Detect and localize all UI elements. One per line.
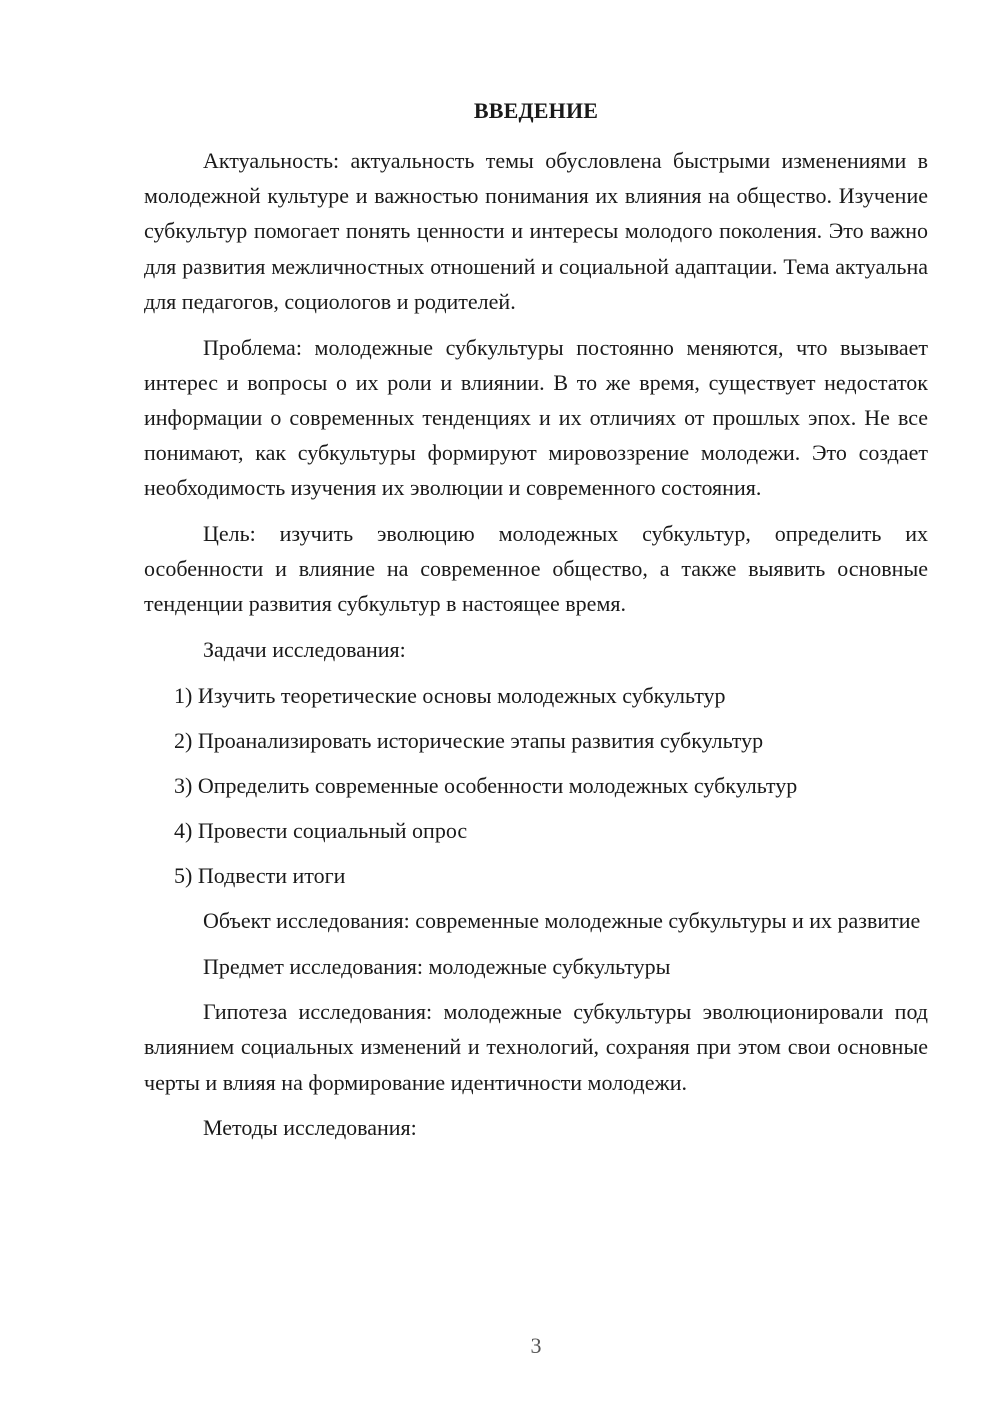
problem-paragraph: Проблема: молодежные субкультуры постоянно меняются, что вызывает интерес и вопросы о их роли и влиянии. В то же время, существует недостаток информации о современных тенденциях и их отличиях от прошлых эпох. Не все понимают, как субкультуры формируют мировоззрение молодежи. Это создает необходимость изучения их эволюции и современного состояния.: [144, 334, 928, 501]
task-item: 2) Проанализировать исторические этапы развития субкультур: [174, 727, 764, 753]
page-number: 3: [530, 1333, 542, 1358]
hypothesis-paragraph: Гипотеза исследования: молодежные субкультуры эволюционировали под влиянием социальных изменений и технологий, сохраняя при этом свои основные черты и влияя на формирование идентичности молодежи.: [144, 999, 928, 1095]
methods-heading: Методы исследования:: [203, 1115, 417, 1141]
task-item: 4) Провести социальный опрос: [174, 817, 468, 843]
goal-paragraph: Цель: изучить эволюцию молодежных субкультур, определить их особенности и влияние на современное общество, а также выявить основные тенденции развития субкультур в настоящее время.: [144, 521, 928, 617]
subject-paragraph: Предмет исследования: молодежные субкультуры: [203, 953, 671, 979]
tasks-heading: Задачи исследования:: [203, 637, 406, 663]
task-item: 1) Изучить теоретические основы молодежных субкультур: [174, 682, 726, 708]
page-content: [144, 94, 928, 1156]
tasks-list: [144, 678, 928, 893]
task-item: 5) Подвести итоги: [174, 862, 346, 888]
section-title: ВВЕДЕНИЕ: [473, 98, 599, 123]
object-paragraph: Объект исследования: современные молодежные субкультуры и их развитие: [203, 907, 921, 933]
relevance-paragraph: Актуальность: актуальность темы обусловлена быстрыми изменениями в молодежной культуре и важностью понимания их влияния на общество. Изучение субкультур помогает понять ценности и интересы молодого поколения. Это важно для развития межличностных отношений и социальной адаптации. Тема актуальна для педагогов, социологов и родителей.: [144, 148, 928, 314]
task-item: 3) Определить современные особенности молодежных субкультур: [174, 772, 798, 798]
